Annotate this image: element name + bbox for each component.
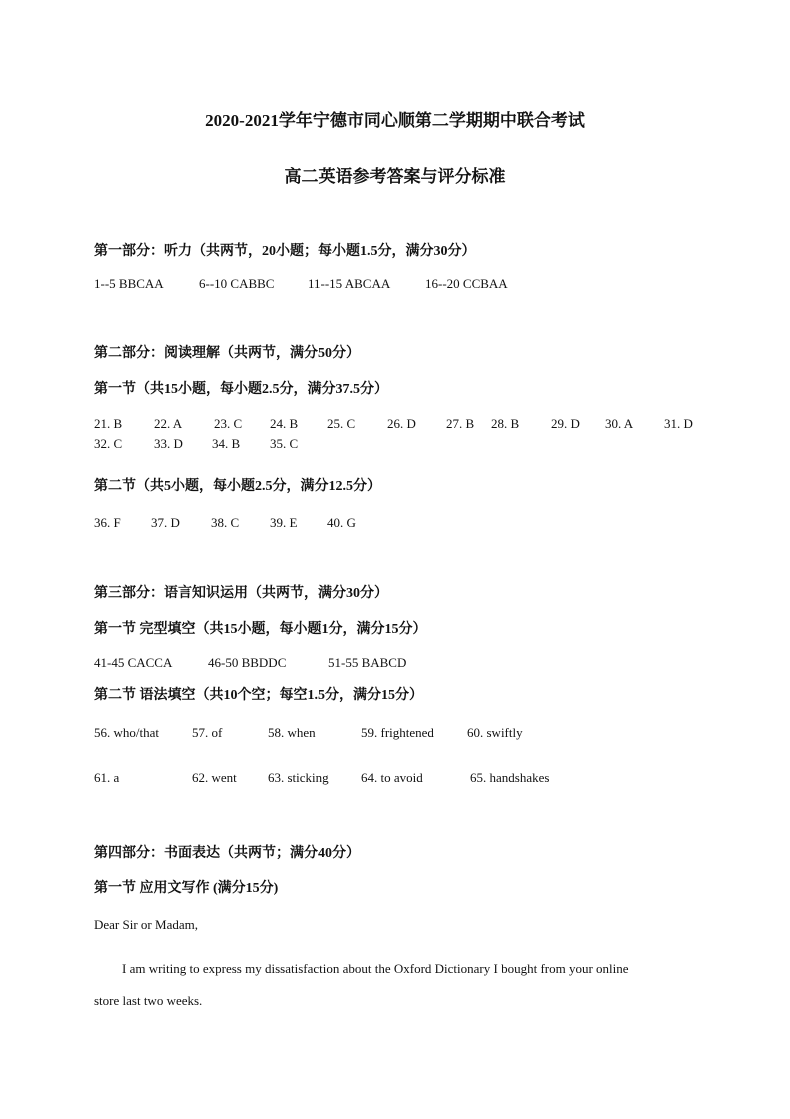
answer-item: 59. frightened xyxy=(361,725,434,740)
answer-item: 28. B xyxy=(491,416,520,431)
letter-paragraph-line: I am writing to express my dissatisfaction about the Oxford Dictionary I bought from your online xyxy=(122,961,629,976)
answer-group: 51-55 BABCD xyxy=(328,655,407,670)
answer-item: 57. of xyxy=(192,725,223,740)
answer-item: 60. swiftly xyxy=(467,725,523,740)
answer-group: 16--20 CCBAA xyxy=(425,276,508,291)
answer-item: 23. C xyxy=(214,416,243,431)
part4-heading: 第四部分：书面表达（共两节；满分40分） xyxy=(94,846,360,861)
answer-item: 31. D xyxy=(664,416,693,431)
answer-item: 38. C xyxy=(211,515,240,530)
letter-paragraph-line: store last two weeks. xyxy=(94,993,203,1008)
answer-item: 61. a xyxy=(94,770,120,785)
answer-item: 35. C xyxy=(270,436,299,451)
answer-group: 6--10 CABBC xyxy=(199,276,275,291)
answer-item: 37. D xyxy=(151,515,180,530)
answer-item: 34. B xyxy=(212,436,241,451)
answer-item: 22. A xyxy=(154,416,183,431)
answer-item: 27. B xyxy=(446,416,475,431)
answer-item: 29. D xyxy=(551,416,580,431)
document-title: 2020-2021学年宁德市同心顺第二学期期中联合考试 xyxy=(205,111,585,130)
answer-item: 63. sticking xyxy=(268,770,329,785)
letter-greeting: Dear Sir or Madam, xyxy=(94,917,198,932)
answer-item: 33. D xyxy=(154,436,183,451)
part3-heading: 第三部分：语言知识运用（共两节，满分30分） xyxy=(94,586,388,601)
answer-item: 30. A xyxy=(605,416,634,431)
part2-section1-heading: 第一节（共15小题，每小题2.5分，满分37.5分） xyxy=(94,382,388,397)
answer-item: 65. handshakes xyxy=(470,770,550,785)
answer-item: 64. to avoid xyxy=(361,770,423,785)
document-subtitle: 高二英语参考答案与评分标准 xyxy=(284,167,506,186)
part3-section1-heading: 第一节 完型填空（共15小题，每小题1分，满分15分） xyxy=(94,622,427,637)
answer-item: 58. when xyxy=(268,725,316,740)
answer-item: 56. who/that xyxy=(94,725,159,740)
answer-item: 24. B xyxy=(270,416,299,431)
part2-heading: 第二部分：阅读理解（共两节，满分50分） xyxy=(94,346,360,361)
answer-item: 39. E xyxy=(270,515,298,530)
answer-group: 46-50 BBDDC xyxy=(208,655,287,670)
answer-item: 26. D xyxy=(387,416,416,431)
part4-section1-heading: 第一节 应用文写作 (满分15分) xyxy=(94,881,279,896)
answer-item: 40. G xyxy=(327,515,356,530)
part2-section2-heading: 第二节（共5小题，每小题2.5分，满分12.5分） xyxy=(94,479,381,494)
answer-group: 41-45 CACCA xyxy=(94,655,173,670)
answer-item: 36. F xyxy=(94,515,121,530)
part3-section2-heading: 第二节 语法填空（共10个空；每空1.5分，满分15分） xyxy=(94,688,423,703)
answer-item: 32. C xyxy=(94,436,123,451)
part1-heading: 第一部分：听力（共两节，20小题；每小题1.5分，满分30分） xyxy=(94,244,476,259)
answer-group: 1--5 BBCAA xyxy=(94,276,164,291)
answer-group: 11--15 ABCAA xyxy=(308,276,391,291)
answer-item: 25. C xyxy=(327,416,356,431)
answer-item: 21. B xyxy=(94,416,123,431)
answer-item: 62. went xyxy=(192,770,237,785)
